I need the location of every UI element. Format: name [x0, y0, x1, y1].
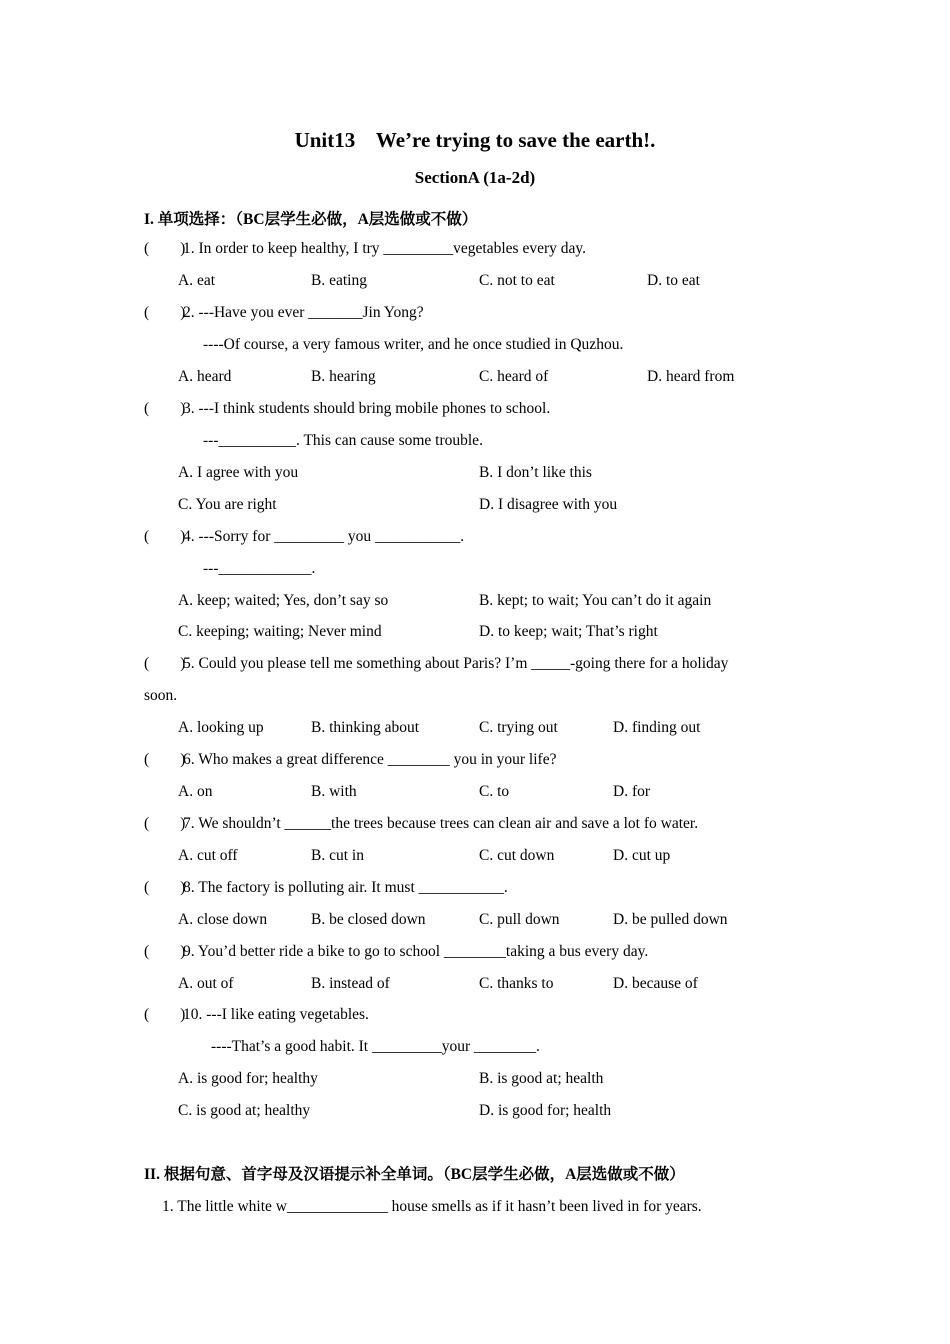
- question-7-option-a: A. cut off: [178, 847, 238, 864]
- question-8-option-c: C. pull down: [479, 911, 560, 928]
- question-2-option-a: A. heard: [178, 368, 232, 385]
- question-5-option-a: A. looking up: [178, 719, 264, 736]
- question-8-option-b: B. be closed down: [311, 911, 426, 928]
- answer-blank: ( ): [144, 879, 186, 896]
- question-5-text: 5. Could you please tell me something about Paris? I’m _____-going there for a holiday: [183, 655, 729, 672]
- question-7-option-b: B. cut in: [311, 847, 364, 864]
- question-3-response: ---__________. This can cause some trouble.: [203, 432, 483, 449]
- question-7-option-c: C. cut down: [479, 847, 555, 864]
- question-9-option-d: D. because of: [613, 975, 698, 992]
- question-2-option-d: D. heard from: [647, 368, 735, 385]
- question-9-text: 9. You’d better ride a bike to go to school ________taking a bus every day.: [183, 943, 649, 960]
- answer-blank: ( ): [144, 655, 186, 672]
- question-8-option-a: A. close down: [178, 911, 268, 928]
- question-2-response: ----Of course, a very famous writer, and he once studied in Quzhou.: [203, 336, 624, 353]
- question-10-option-a: A. is good for; healthy: [178, 1070, 318, 1087]
- question-2-option-b: B. hearing: [311, 368, 376, 385]
- question-9-option-c: C. thanks to: [479, 975, 554, 992]
- question-3-option-a: A. I agree with you: [178, 464, 299, 481]
- question-4-option-b: B. kept; to wait; You can’t do it again: [479, 592, 712, 609]
- question-5-option-b: B. thinking about: [311, 719, 420, 736]
- question-10-option-c: C. is good at; healthy: [178, 1102, 311, 1119]
- answer-blank: ( ): [144, 528, 186, 545]
- question-9-option-b: B. instead of: [311, 975, 390, 992]
- question-4-option-d: D. to keep; wait; That’s right: [479, 623, 658, 640]
- question-3-option-d: D. I disagree with you: [479, 496, 618, 513]
- question-7-text: 7. We shouldn’t ______the trees because trees can clean air and save a lot fo water.: [183, 815, 699, 832]
- question-9-option-a: A. out of: [178, 975, 234, 992]
- answer-blank: ( ): [144, 943, 186, 960]
- section2-heading: II. 根据句意、首字母及汉语提示补全单词。（BC层学生必做，A层选做或不做）: [144, 1166, 685, 1183]
- question-4-response: ---____________.: [203, 560, 316, 577]
- question-1-option-a: A. eat: [178, 272, 216, 289]
- page-subtitle: SectionA (1a-2d): [414, 168, 536, 187]
- question-2-option-c: C. heard of: [479, 368, 549, 385]
- answer-blank: ( ): [144, 304, 186, 321]
- question-1-text: 1. In order to keep healthy, I try _________vegetables every day.: [183, 240, 587, 257]
- question-1-option-b: B. eating: [311, 272, 367, 289]
- answer-blank: ( ): [144, 1006, 186, 1023]
- question-4-option-c: C. keeping; waiting; Never mind: [178, 623, 382, 640]
- question-2-text: 2. ---Have you ever _______Jin Yong?: [183, 304, 424, 321]
- question-5-continuation: soon.: [144, 687, 178, 704]
- answer-blank: ( ): [144, 815, 186, 832]
- question-6-option-c: C. to: [479, 783, 510, 800]
- question-8-text: 8. The factory is polluting air. It must ___________.: [183, 879, 508, 896]
- question-5-option-d: D. finding out: [613, 719, 701, 736]
- question-6-option-a: A. on: [178, 783, 213, 800]
- answer-blank: ( ): [144, 751, 186, 768]
- question-8-option-d: D. be pulled down: [613, 911, 728, 928]
- question-10-option-b: B. is good at; health: [479, 1070, 604, 1087]
- question-1-option-d: D. to eat: [647, 272, 700, 289]
- section1-heading: I. 单项选择：（BC层学生必做，A层选做或不做）: [144, 211, 478, 228]
- question-4-text: 4. ---Sorry for _________ you ___________.: [183, 528, 465, 545]
- question-6-option-d: D. for: [613, 783, 651, 800]
- question-5-option-c: C. trying out: [479, 719, 558, 736]
- question-1-option-c: C. not to eat: [479, 272, 555, 289]
- answer-blank: ( ): [144, 400, 186, 417]
- question-10-text: 10. ---I like eating vegetables.: [183, 1006, 369, 1023]
- answer-blank: ( ): [144, 240, 186, 257]
- question-6-text: 6. Who makes a great difference ________ you in your life?: [183, 751, 557, 768]
- question-3-option-b: B. I don’t like this: [479, 464, 592, 481]
- fill-in-item-1: 1. The little white w_____________ house smells as if it hasn’t been lived in for years.: [162, 1198, 702, 1215]
- page-title: Unit13 We’re trying to save the earth!.: [294, 128, 656, 152]
- question-4-option-a: A. keep; waited; Yes, don’t say so: [178, 592, 389, 609]
- question-3-text: 3. ---I think students should bring mobile phones to school.: [183, 400, 551, 417]
- question-3-option-c: C. You are right: [178, 496, 277, 513]
- question-7-option-d: D. cut up: [613, 847, 671, 864]
- question-10-response: ----That’s a good habit. It _________your ________.: [211, 1038, 540, 1055]
- question-6-option-b: B. with: [311, 783, 357, 800]
- question-10-option-d: D. is good for; health: [479, 1102, 612, 1119]
